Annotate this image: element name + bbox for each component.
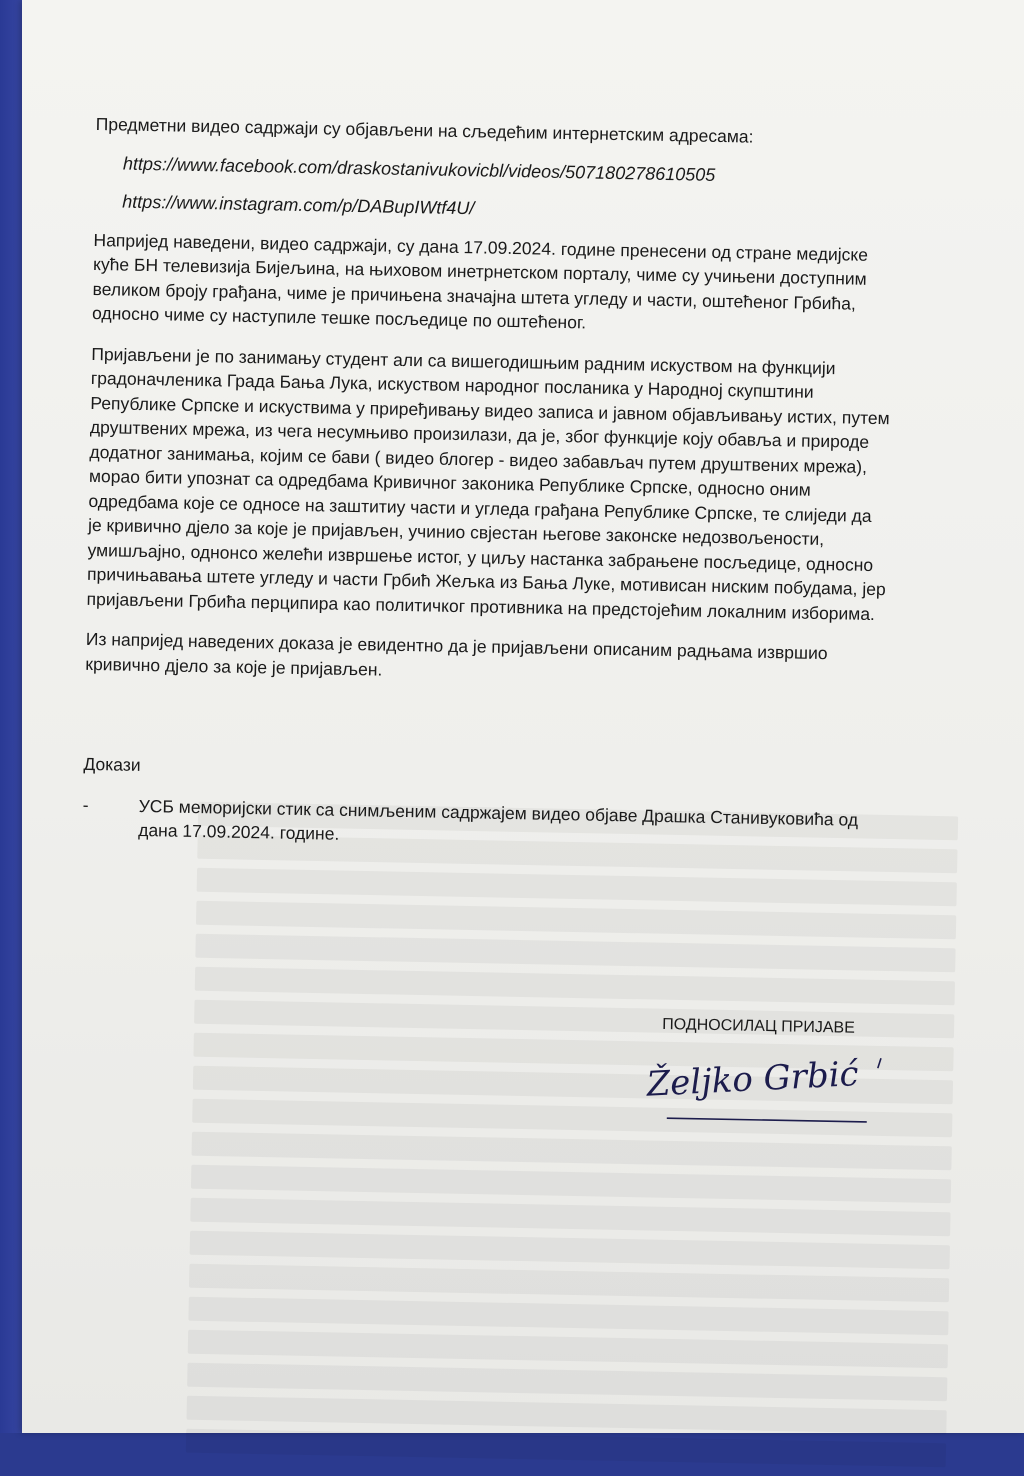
facebook-link[interactable]: https://www.facebook.com/draskostanivukovicbl/videos/507180278610505 bbox=[122, 153, 716, 185]
evidence-heading: Докази bbox=[83, 753, 141, 775]
evidence-dash: - bbox=[82, 794, 89, 815]
signature-block bbox=[626, 1012, 888, 1139]
instagram-link[interactable]: https://www.instagram.com/p/DABupIWtf4U/ bbox=[122, 191, 475, 219]
signature-handwriting: Željko Grbić bbox=[645, 1053, 860, 1105]
document-body bbox=[82, 112, 896, 1105]
paragraph-conclusion: Из напријед наведених доказа је евидентно да је пријављени описаним радњама извршио кривично дјело за које је пријављен. bbox=[85, 628, 828, 680]
paragraph-accused: Пријављени је по занимању студент али са вишегодишњим радним искуством на функцији градоначленика Града Бања Лука, искуством народног посланика у Народној скупштини Републике Српске и искуствима у приређивању видео записа и јавном објављивању истих, путем друштвених мрежа, из чега несумњиво произилази, да је, због функције коју обавља и природе додатног занимања, којим се бави ( видео блогер - видео забављач путем друштвених мрежа), морао бити упознат са одредбама Кривичног законика Републике Српске, односно оним одредбама које се односе на заштитиу части и угледа грађана Републике Српске, те слиједи да је кривично дјело за које је пријављен, учинио свјестан његове законске недозвољености, умишљајно, однонсо желећи извршење истог, у циљу настанка забрањене посљедице, односно причињавања штете угледу и части Грбић Жељка из Бања Луке, мотивисан ниским побудама, јер пријављени Грбића перципира као политичког противника на предстојећим локалним изборима. bbox=[86, 343, 890, 624]
intro-line: Предметни видео садржаји су објављени на сљедећим интернетским адресама: bbox=[95, 113, 754, 147]
paragraph-broadcast: Напријед наведени, видео садржаји, су дана 17.09.2024. године пренесени од стране медијске куће БН телевизија Бијељина, на њиховом инетрнетском порталу, чиме су учињени доступним великом броју грађана, чиме је причињена значајна штета угледу и части, оштећеног Грбића, односно чиме су наступиле тешке посљедице по оштећеног. bbox=[91, 229, 869, 333]
handwritten-signature bbox=[626, 1045, 888, 1140]
signature-label: ПОДНОСИЛАЦ ПРИЈАВЕ bbox=[662, 1016, 856, 1037]
evidence-text: УСБ меморијски стик са снимљеним садржајем видео објаве Драшка Станивуковића од дана 17.09.2024. године. bbox=[138, 795, 859, 844]
